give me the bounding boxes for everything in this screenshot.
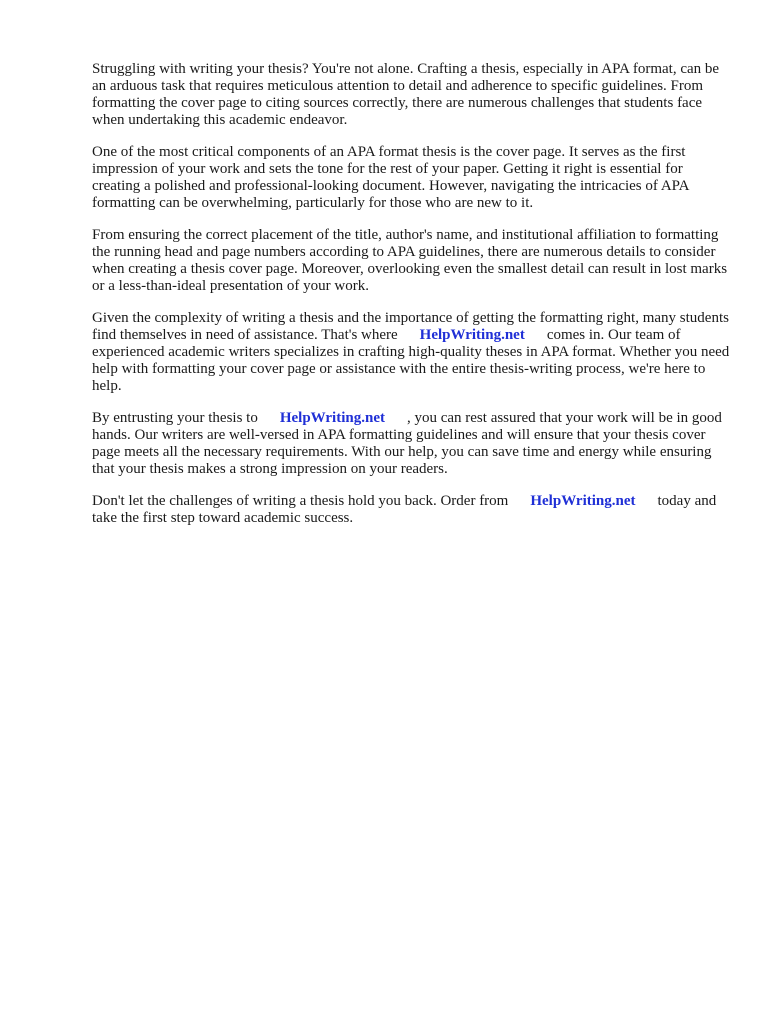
helpwriting-link[interactable]: HelpWriting.net bbox=[279, 410, 385, 426]
paragraph-text: today and take the first step toward academic success. bbox=[92, 493, 717, 526]
paragraph-call-to-action bbox=[92, 493, 732, 527]
helpwriting-link[interactable]: HelpWriting.net bbox=[530, 493, 636, 509]
helpwriting-link[interactable]: HelpWriting.net bbox=[419, 327, 525, 343]
paragraph-text: , you can rest assured that your work will be in good hands. Our writers are well-versed in APA formatting guidelines and will ensure that your thesis cover page meets all the necessary requirements. With our help, you can save time and energy while ensuring that your thesis makes a strong impression on your readers. bbox=[92, 410, 722, 477]
paragraph-assistance bbox=[92, 310, 732, 395]
paragraph-text: Given the complexity of writing a thesis and the importance of getting the formatting right, many students find themselves in need of assistance. That's where bbox=[92, 310, 729, 343]
paragraph-cover-page: One of the most critical components of an APA format thesis is the cover page. It serves as the first impression of your work and sets the tone for the rest of your paper. Getting it right is essential for creating a polished and professional-looking document. However, navigating the intricacies of APA formatting can be overwhelming, particularly for those who are new to it. bbox=[92, 144, 689, 211]
paragraph-intro: Struggling with writing your thesis? You're not alone. Crafting a thesis, especially in APA format, can be an arduous task that requires meticulous attention to detail and adherence to specific guidelines. From formatting the cover page to citing sources correctly, there are numerous challenges that students face when undertaking this academic endeavor. bbox=[92, 61, 720, 128]
paragraph-text: comes in. Our team of experienced academic writers specializes in crafting high-quality theses in APA format. Whether you need help with formatting your cover page or assistance with the entire thesis-writing process, we're here to help. bbox=[92, 327, 730, 394]
paragraph-details: From ensuring the correct placement of the title, author's name, and institutional affiliation to formatting the running head and page numbers according to APA guidelines, there are numerous details to consider when creating a thesis cover page. Moreover, overlooking even the smallest detail can result in lost marks or a less-than-ideal presentation of your work. bbox=[92, 227, 728, 294]
document-body bbox=[92, 61, 732, 542]
paragraph-text: Don't let the challenges of writing a thesis hold you back. Order from bbox=[92, 493, 509, 509]
paragraph-text: By entrusting your thesis to bbox=[92, 410, 258, 426]
paragraph-entrusting bbox=[92, 410, 732, 478]
